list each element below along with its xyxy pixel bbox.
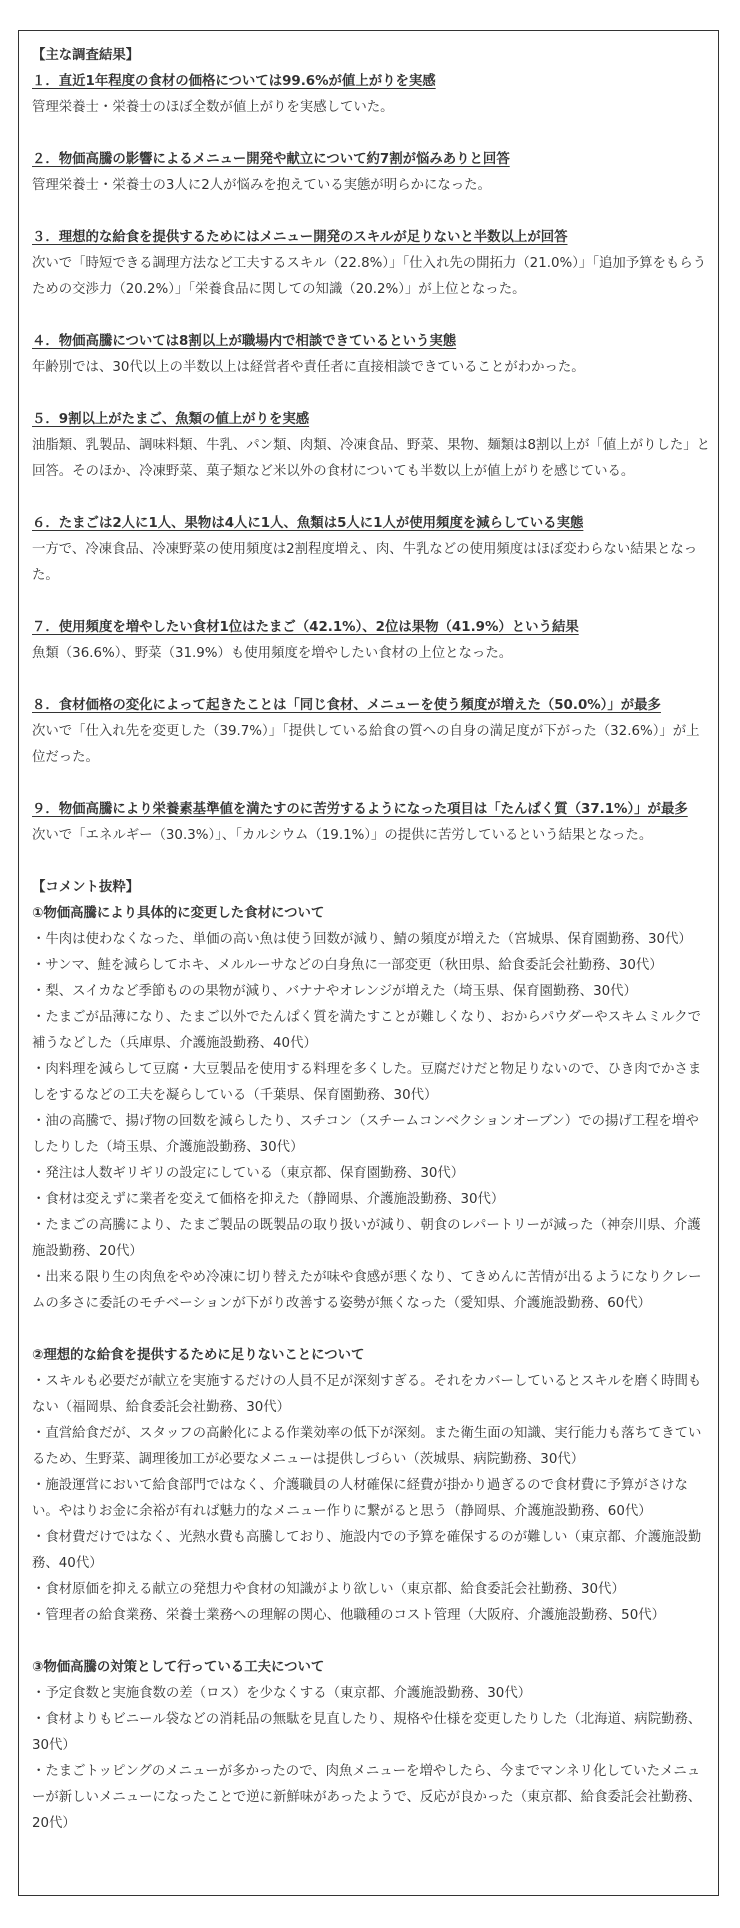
comment-item: ・牛肉は使わなくなった、単価の高い魚は使う回数が減り、鯖の頻度が増えた（宮城県、保育園勤務、30代） — [32, 932, 692, 947]
comment-item: ・たまごの高騰により、たまご製品の既製品の取り扱いが減り、朝食のレパートリーが減った（神奈川県、介護施設勤務、20代） — [32, 1218, 701, 1259]
finding-title: ８．食材価格の変化によって起きたことは「同じ食材、メニューを使う頻度が増えた（50.0%）」が最多 — [32, 698, 661, 713]
comment-item: ・たまごトッピングのメニューが多かったので、肉魚メニューを増やしたら、今までマンネリ化していたメニューが新しいメニューになったことで逆に新鮮味があったようで、反応が良かった（東京都、給食委託会社勤務、20代） — [32, 1764, 702, 1831]
comment-item: ・食材費だけではなく、光熱水費も高騰しており、施設内での予算を確保するのが難しい（東京都、介護施設勤務、40代） — [32, 1530, 702, 1571]
comment-group-title: ③物価高騰の対策として行っている工夫について — [32, 1660, 325, 1675]
spacer — [32, 771, 712, 797]
finding-title: ６．たまごは2人に1人、果物は4人に1人、魚類は5人に1人が使用頻度を減らしている実態 — [32, 516, 584, 531]
comment-item: ・予定食数と実施食数の差（ロス）を少なくする（東京都、介護施設勤務、30代） — [32, 1686, 532, 1701]
finding-body: 魚類（36.6%）、野菜（31.9%）も使用頻度を増やしたい食材の上位となった。 — [32, 646, 513, 661]
finding-body: 次いで「時短できる調理方法など工夫するスキル（22.8%）」「仕入れ先の開拓力（21.0%）」「追加予算をもらうための交渉力（20.2%）」「栄養食品に関しての知識（20.2%）」が上位となった。 — [32, 256, 707, 297]
comment-group-title: ①物価高騰により具体的に変更した食材について — [32, 906, 325, 921]
comment-item: ・たまごが品薄になり、たまご以外でたんぱく質を満たすことが難しくなり、おからパウダーやスキムミルクで補うなどした（兵庫県、介護施設勤務、40代） — [32, 1010, 701, 1051]
comment-item: ・梨、スイカなど季節ものの果物が減り、バナナやオレンジが増えた（埼玉県、保育園勤務、30代） — [32, 984, 637, 999]
comment-item: ・サンマ、鮭を減らしてホキ、メルルーサなどの白身魚に一部変更（秋田県、給食委託会社勤務、30代） — [32, 958, 663, 973]
spacer — [32, 381, 712, 407]
spacer — [32, 1317, 712, 1343]
document-frame — [18, 30, 719, 1896]
finding-body: 一方で、冷凍食品、冷凍野菜の使用頻度は2割程度増え、肉、牛乳などの使用頻度はほぼ変わらない結果となった。 — [32, 542, 698, 583]
comment-item: ・食材は変えずに業者を変えて価格を抑えた（静岡県、介護施設勤務、30代） — [32, 1192, 505, 1207]
finding-body: 管理栄養士・栄養士の3人に2人が悩みを抱えている実態が明らかになった。 — [32, 178, 491, 193]
comment-item: ・食材原価を抑える献立の発想力や食材の知識がより欲しい（東京都、給食委託会社勤務、30代） — [32, 1582, 625, 1597]
comment-item: ・スキルも必要だが献立を実施するだけの人員不足が深刻すぎる。それをカバーしているとスキルを磨く時間もない（福岡県、給食委託会社勤務、30代） — [32, 1374, 702, 1415]
main-heading: 【主な調査結果】 — [32, 48, 140, 63]
spacer — [32, 121, 712, 147]
comment-group-title: ②理想的な給食を提供するために足りないことについて — [32, 1348, 365, 1363]
comment-item: ・施設運営において給食部門ではなく、介護職員の人材確保に経費が掛かり過ぎるので食材費に予算がさけない。やはりお金に余裕が有れば魅力的なメニュー作りに繋がると思う（静岡県、介護施設勤務、60代） — [32, 1478, 688, 1519]
comment-item: ・出来る限り生の肉魚をやめ冷凍に切り替えたが味や食感が悪くなり、てきめんに苦情が出るようになりクレームの多さに委託のモチベーションが下がり改善する姿勢が無くなった（愛知県、介護施設勤務、60代） — [32, 1270, 702, 1311]
comment-item: ・管理者の給食業務、栄養士業務への理解の関心、他職種のコスト管理（大阪府、介護施設勤務、50代） — [32, 1608, 666, 1623]
finding-body: 管理栄養士・栄養士のほぼ全数が値上がりを実感していた。 — [32, 100, 394, 115]
finding-body: 次いで「仕入れ先を変更した（39.7%）」「提供している給食の質への自身の満足度が下がった（32.6%）」が上位だった。 — [32, 724, 700, 765]
spacer — [32, 303, 712, 329]
finding-title: ７．使用頻度を増やしたい食材1位はたまご（42.1%）、2位は果物（41.9%）という結果 — [32, 620, 579, 635]
finding-title: ５．9割以上がたまご、魚類の値上がりを実感 — [32, 412, 310, 427]
comment-item: ・発注は人数ギリギリの設定にしている（東京都、保育園勤務、30代） — [32, 1166, 465, 1181]
spacer — [32, 589, 712, 615]
comment-item: ・肉料理を減らして豆腐・大豆製品を使用する料理を多くした。豆腐だけだと物足りないので、ひき肉でかさましをするなどの工夫を凝らしている（千葉県、保育園勤務、30代） — [32, 1062, 702, 1103]
finding-body: 油脂類、乳製品、調味料類、牛乳、パン類、肉類、冷凍食品、野菜、果物、麺類は8割以上が「値上がりした」と回答。そのほか、冷凍野菜、菓子類など米以外の食材についても半数以上が値上がりを感じている。 — [32, 438, 711, 479]
finding-title: ２．物価高騰の影響によるメニュー開発や献立について約7割が悩みありと回答 — [32, 152, 510, 167]
finding-title: １．直近1年程度の食材の価格については99.6%が値上がりを実感 — [32, 74, 436, 89]
finding-body: 次いで「エネルギー（30.3%）」、「カルシウム（19.1%）」の提供に苦労しているという結果となった。 — [32, 828, 653, 843]
finding-body: 年齢別では、30代以上の半数以上は経営者や責任者に直接相談できていることがわかった。 — [32, 360, 585, 375]
finding-title: ９．物価高騰により栄養素基準値を満たすのに苦労するようになった項目は「たんぱく質（37.1%）」が最多 — [32, 802, 688, 817]
comments-heading: 【コメント抜粋】 — [32, 880, 140, 895]
finding-title: ３．理想的な給食を提供するためにはメニュー開発のスキルが足りないと半数以上が回答 — [32, 230, 568, 245]
spacer — [32, 485, 712, 511]
comment-item: ・直営給食だが、スタッフの高齢化による作業効率の低下が深刻。また衛生面の知識、実行能力も落ちてきているため、生野菜、調理後加工が必要なメニューは提供しづらい（茨城県、病院勤務、30代） — [32, 1426, 702, 1467]
comment-item: ・食材よりもビニール袋などの消耗品の無駄を見直したり、規格や仕様を変更したりした（北海道、病院勤務、30代） — [32, 1712, 702, 1753]
spacer — [32, 667, 712, 693]
spacer — [32, 1629, 712, 1655]
comment-item: ・油の高騰で、揚げ物の回数を減らしたり、スチコン（スチームコンベクションオーブン）での揚げ工程を増やしたりした（埼玉県、介護施設勤務、30代） — [32, 1114, 699, 1155]
finding-title: ４．物価高騰については8割以上が職場内で相談できているという実態 — [32, 334, 457, 349]
spacer — [32, 199, 712, 225]
document-content — [32, 43, 712, 1837]
spacer — [32, 849, 712, 875]
